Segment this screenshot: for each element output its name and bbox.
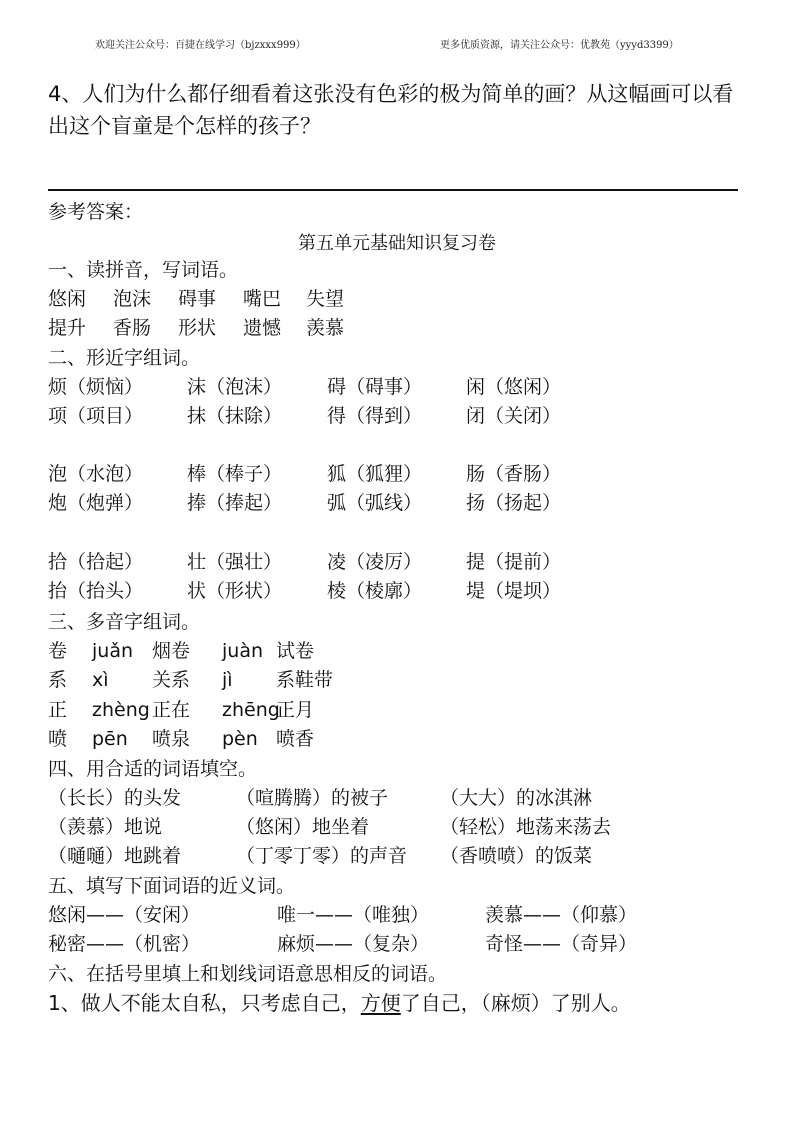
sec2-row-2-item-1: 项（项目） <box>48 405 144 427</box>
sec2-row-4-item-1: 炮（炮弹） <box>48 492 144 514</box>
sec1-row-1-item-2: 泡沫 <box>113 288 152 310</box>
answers-label: 参考答案： <box>48 201 144 223</box>
sec5-row-2-item-2: 麻烦——（复杂） <box>277 933 430 955</box>
sec1-row-1-item-5: 失望 <box>306 288 345 310</box>
sec3-row-1-item-2: juǎn <box>92 640 134 662</box>
sec3-row-4-item-3: 喷泉 <box>152 728 191 750</box>
sec3-row-1-item-4: juàn <box>222 640 264 662</box>
sec3-row-2-item-4: jì <box>222 669 233 691</box>
sec5-row-1-item-3: 羡慕——（仰慕） <box>485 904 638 926</box>
sec2-row-6-item-4: 堤（堤坝） <box>466 580 562 602</box>
sec2-row-3-item-3: 狐（狐狸） <box>327 463 423 485</box>
sec1-row-2-item-4: 遗憾 <box>243 317 282 339</box>
sec3-row-3-item-2: zhèng <box>92 699 150 721</box>
sec1-row-2-item-5: 羡慕 <box>306 317 345 339</box>
header-left-note: 欢迎关注公众号：百捷在线学习（bjzxxx999） <box>95 40 306 51</box>
sec3-row-3-item-4: zhēng <box>222 699 280 721</box>
section-3-heading: 三、多音字组词。 <box>48 611 201 633</box>
section-5-heading: 五、填写下面词语的近义词。 <box>48 875 296 897</box>
sec2-row-5-item-4: 提（提前） <box>466 551 562 573</box>
sec5-row-2-item-1: 秘密——（机密） <box>48 933 201 955</box>
sec4-row-3-item-1: （嗵嗵）地跳着 <box>48 845 182 867</box>
sec5-row-2-item-3: 奇怪——（奇异） <box>485 933 638 955</box>
sec4-row-1-item-1: （长长）的头发 <box>48 787 182 809</box>
sec3-row-3-item-3: 正在 <box>152 699 191 721</box>
sec2-row-4-item-4: 扬（扬起） <box>466 492 562 514</box>
sec4-row-2-item-3: （轻松）地荡来荡去 <box>440 816 612 838</box>
header-right-note: 更多优质资源，请关注公众号：优教苑（yyyd3399） <box>440 40 679 51</box>
sec2-row-3-item-1: 泡（水泡） <box>48 463 144 485</box>
sec3-row-2-item-2: xì <box>92 669 109 691</box>
section-1-heading: 一、读拼音，写词语。 <box>48 259 239 281</box>
sec3-row-2-item-1: 系 <box>48 669 68 691</box>
sec2-row-2-item-3: 得（得到） <box>327 405 423 427</box>
item-1-underlined-word: 方便 <box>360 991 401 1015</box>
answer-sheet-title: 第五单元基础知识复习卷 <box>298 233 496 254</box>
sec1-row-2-item-2: 香肠 <box>113 317 152 339</box>
sec2-row-6-item-2: 状（形状） <box>187 580 283 602</box>
sec4-row-3-item-3: （香喷喷）的饭菜 <box>440 845 593 867</box>
sec3-row-4-item-2: pēn <box>92 728 128 750</box>
sec4-row-2-item-1: （羡慕）地说 <box>48 816 163 838</box>
sec1-row-2-item-3: 形状 <box>178 317 217 339</box>
sec1-row-1-item-4: 嘴巴 <box>243 288 282 310</box>
sec3-row-4-item-4: pèn <box>222 728 258 750</box>
section-6-heading: 六、在括号里填上和划线词语意思相反的词语。 <box>48 963 448 985</box>
sec2-row-2-item-2: 抹（抹除） <box>187 405 283 427</box>
sec2-row-4-item-2: 捧（捧起） <box>187 492 283 514</box>
sec5-row-1-item-2: 唯一——（唯独） <box>277 904 430 926</box>
sec3-row-4-item-1: 喷 <box>48 728 68 750</box>
sec2-row-5-item-2: 壮（强壮） <box>187 551 283 573</box>
section-6-item-1 <box>48 990 631 1016</box>
sec3-row-1-item-5: 试卷 <box>276 640 315 662</box>
sec2-row-2-item-4: 闭（关闭） <box>466 405 562 427</box>
sec3-row-3-item-1: 正 <box>48 699 68 721</box>
sec4-row-1-item-2: （喧腾腾）的被子 <box>236 787 389 809</box>
sec2-row-1-item-3: 碍（碍事） <box>327 376 423 398</box>
sec4-row-3-item-2: （丁零丁零）的声音 <box>236 845 408 867</box>
sec3-row-1-item-3: 烟卷 <box>152 640 191 662</box>
sec4-row-2-item-2: （悠闲）地坐着 <box>236 816 370 838</box>
sec3-row-3-item-5: 正月 <box>276 699 315 721</box>
sec2-row-5-item-1: 拾（拾起） <box>48 551 144 573</box>
sec1-row-2-item-1: 提升 <box>48 317 87 339</box>
sec3-row-2-item-3: 关系 <box>152 669 191 691</box>
sec2-row-6-item-3: 棱（棱廓） <box>327 580 423 602</box>
sec4-row-1-item-3: （大大）的冰淇淋 <box>440 787 593 809</box>
sec2-row-1-item-2: 沫（泡沫） <box>187 376 283 398</box>
sec2-row-1-item-4: 闲（悠闲） <box>466 376 562 398</box>
sec3-row-2-item-5: 系鞋带 <box>276 669 334 691</box>
sec3-row-4-item-5: 喷香 <box>276 728 315 750</box>
question-4-line-1: 4、人们为什么都仔细看着这张没有色彩的极为简单的画？从这幅画可以看 <box>48 82 734 106</box>
item-1-text-after: 了自己，（麻烦）了别人。 <box>400 991 631 1015</box>
sec5-row-1-item-1: 悠闲——（安闲） <box>48 904 201 926</box>
item-1-text-before: 1、做人不能太自私，只考虑自己， <box>48 991 361 1015</box>
sec3-row-1-item-1: 卷 <box>48 640 68 662</box>
sec1-row-1-item-3: 碍事 <box>178 288 217 310</box>
sec2-row-6-item-1: 抬（抬头） <box>48 580 144 602</box>
section-2-heading: 二、形近字组词。 <box>48 347 201 369</box>
answer-divider-line <box>48 189 738 191</box>
section-4-heading: 四、用合适的词语填空。 <box>48 758 258 780</box>
sec2-row-3-item-4: 肠（香肠） <box>466 463 562 485</box>
sec2-row-3-item-2: 棒（棒子） <box>187 463 283 485</box>
question-4-line-2: 出这个盲童是个怎样的孩子？ <box>48 114 321 138</box>
sec1-row-1-item-1: 悠闲 <box>48 288 87 310</box>
sec2-row-4-item-3: 弧（弧线） <box>327 492 423 514</box>
sec2-row-5-item-3: 凌（凌厉） <box>327 551 423 573</box>
sec2-row-1-item-1: 烦（烦恼） <box>48 376 144 398</box>
